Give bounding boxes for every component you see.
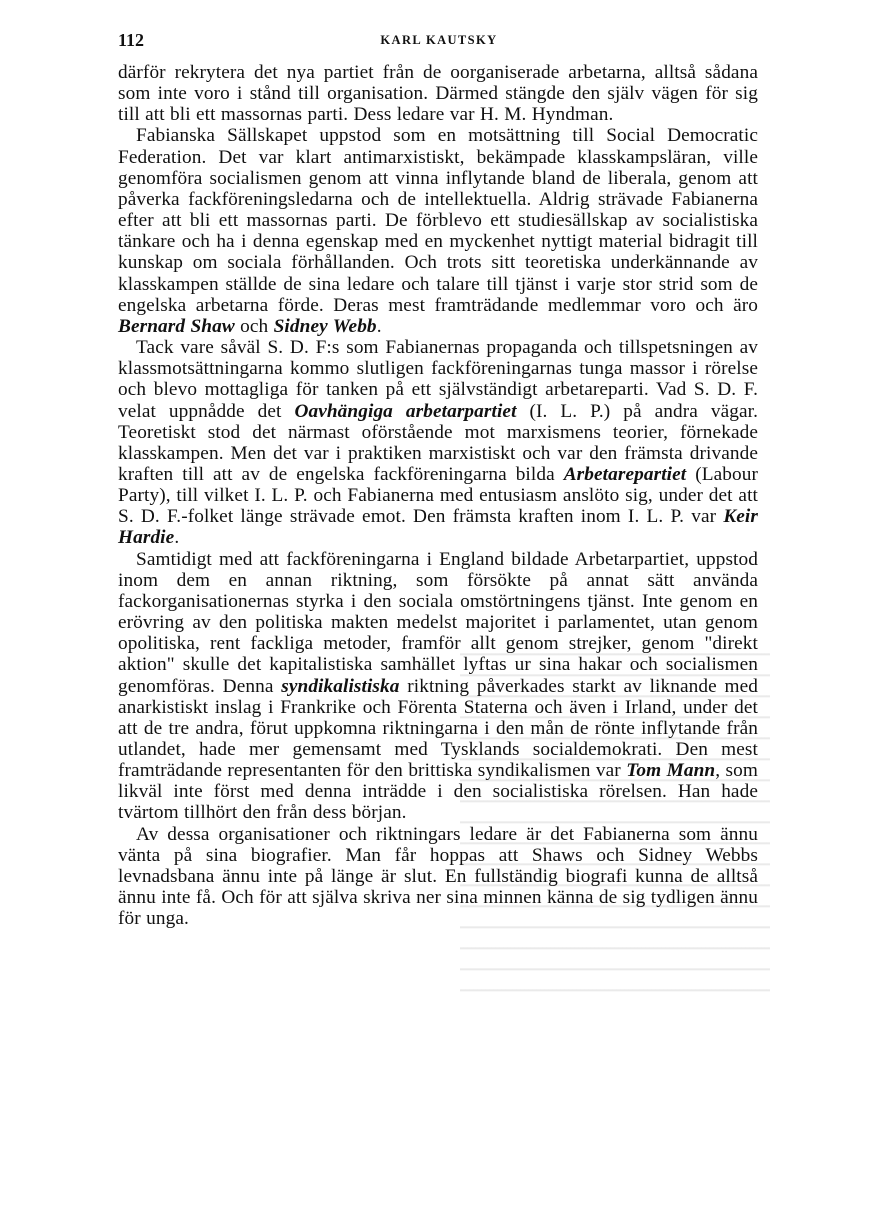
- text-segment: Av dessa organisationer och riktningars ledare är det Fabianerna som ännu vänta på sina biografier. Man får hoppas att Shaws och Sidney Webbs levnadsbana ännu inte på länge är slut. En fullständig biografi kunna de alltså ännu inte få. Och för att själva skriva ner sina minnen känna de sig tydligen ännu för unga.: [118, 823, 758, 930]
- text-segment: , som likväl inte först med denna inträdde i den socialistiska rörelsen. Han hade tvärtom tillhört den från dess början.: [118, 760, 758, 824]
- text-segment: .: [174, 527, 180, 549]
- body-text: [118, 62, 758, 929]
- paragraph: [118, 337, 758, 549]
- text-segment: därför rekrytera det nya partiet från de oorganiserade arbetarna, alltså sådana som inte voro i stånd till organisation. Därmed stängde den själv vägen för sig till att bli ett massornas parti. Dess ledare var H. M. Hyndman.: [118, 62, 758, 126]
- paragraph: [118, 549, 758, 824]
- italic-name: Tom Mann: [626, 760, 716, 782]
- text-segment: och: [234, 315, 274, 337]
- italic-name: Bernard Shaw: [118, 315, 235, 337]
- page-number: 112: [118, 30, 145, 50]
- text-segment: (Labour Party), till vilket I. L. P. och Fabianerna med entusiasm anslöto sig, under det att S. D. F.-folket länge strävade emot. Den främsta kraften inom I. L. P. var: [118, 463, 759, 528]
- page-header: [118, 28, 760, 52]
- italic-name: Sidney Webb: [273, 315, 377, 337]
- text-segment: (I. L. P.) på andra vägar. Teoretiskt stod det närmast oförstående mot marxismens teorier, förnekade klasskampen. Men det var i praktiken marxistiskt och var den främsta drivande kraften till att av de engelska fackföreningarna bilda: [118, 400, 759, 485]
- italic-name: syndikalistiska: [281, 675, 400, 697]
- paragraph: [118, 125, 758, 337]
- paragraph: [118, 824, 758, 930]
- text-segment: .: [376, 315, 382, 337]
- text-segment: Fabianska Sällskapet uppstod som en motsättning till Social Democratic Federation. Det var klart antimarxistiskt, bekämpade klasskampsläran, ville genomföra socialismen genom att vinna inflytande bland de liberala, genom att påverka fackföreningsledarna och de intellektuella. Aldrig strävade Fabianerna efter att bli ett massornas parti. De förblevo ett studiesällskap av socialistiska tänkare och ha i denna egenskap med en myckenhet nyttigt material bidragit till kunskap om sociala förhållanden. Och trots sitt teoretiska underkännande av klasskampen ställde de sina ledare och talare till tjänst i varje stor strid som de engelska arbetarna förde. Deras mest framträdande medlemmar voro och äro: [118, 125, 758, 316]
- text-segment: riktning påverkades starkt av liknande med anarkistiskt inslag i Frankrike och Förenta Staterna och även i Irland, under det att de tre andra, förut uppkomna riktningarna i den mån de rönte inflytande från utlandet, hade mer gemensamt med Tysklands socialdemokrati. Den mest framträdande representanten för den brittiska syndikalismen var: [118, 675, 758, 782]
- paragraph: [118, 62, 758, 125]
- text-segment: Tack vare såväl S. D. F:s som Fabianernas propaganda och tillspetsningen av klassmotsättningarna kommo slutligen fackföreningarnas tunga massor i rörelse och blevo mottagliga för tanken på ett självständigt arbetareparti. Vad S. D. F. velat uppnådde det: [118, 337, 758, 422]
- italic-name: Oavhängiga arbetarpartiet: [294, 400, 517, 422]
- italic-name: Keir Hardie: [118, 506, 758, 549]
- running-head: KARL KAUTSKY: [380, 33, 498, 47]
- text-segment: Samtidigt med att fackföreningarna i England bildade Arbetarpartiet, uppstod inom dem en annan riktning, som försökte på annat sätt använda fackorganisationernas styrka i den sociala omstörtningens tjänst. Inte genom en erövring av den politiska makten medelst majoritet i parlamentet, utan genom opolitiska, rent fackliga metoder, framför allt genom strejker, genom "direkt aktion" skulle det kapitalistiska samhället lyftas ur sina hakar och socialismen genomföras. Denna: [118, 548, 758, 697]
- italic-name: Arbetarepartiet: [563, 463, 687, 485]
